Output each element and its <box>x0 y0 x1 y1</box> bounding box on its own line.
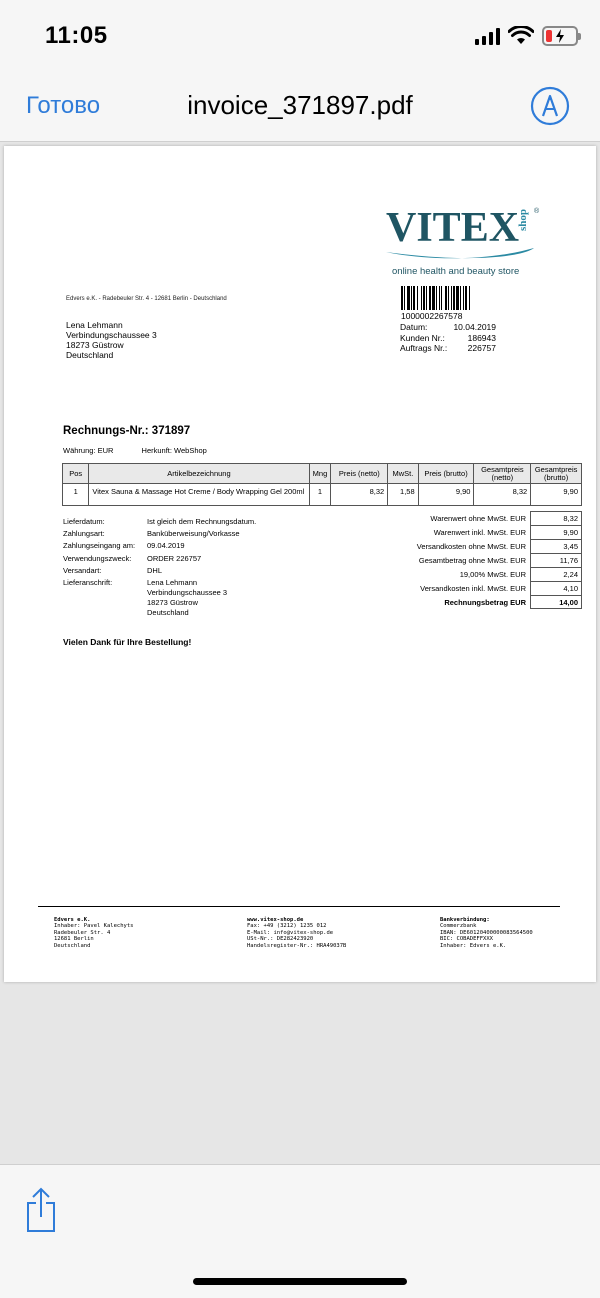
logo-brand: VITEX <box>386 205 520 251</box>
total-value: 9,90 <box>530 525 582 539</box>
meta-row <box>400 333 496 344</box>
table-header-row <box>63 464 582 484</box>
document-title: invoice_371897.pdf <box>187 90 413 120</box>
signal-icon <box>475 27 500 45</box>
table-header: Preis (brutto) <box>418 464 474 484</box>
meta-label: Kunden Nr.: <box>400 332 445 343</box>
total-label: Versandkosten ohne MwSt. EUR <box>416 541 526 551</box>
total-label: Versandkosten inkl. MwSt. EUR <box>420 583 526 593</box>
logo-tagline: online health and beauty store <box>392 266 520 277</box>
detail-label: Lieferanschrift: <box>63 578 113 588</box>
footer-line: www.vitex-shop.de <box>247 917 304 923</box>
recipient-line: Verbindungschaussee 3 <box>66 330 157 340</box>
invoice-subline <box>63 446 233 455</box>
done-button[interactable]: Готово <box>26 92 101 119</box>
home-indicator[interactable] <box>193 1278 407 1285</box>
total-row <box>404 567 582 581</box>
total-row <box>404 553 582 567</box>
footer-company <box>54 917 133 949</box>
total-row <box>404 581 582 595</box>
total-row-grand <box>404 595 582 609</box>
detail-label: Versandart: <box>63 565 102 575</box>
table-cell: 1,58 <box>388 484 418 506</box>
meta-row <box>400 322 496 333</box>
meta-value: 226757 <box>467 343 496 353</box>
table-header: Gesamtpreis (brutto) <box>531 464 582 484</box>
detail-row <box>63 553 256 565</box>
footer-line: Inhaber: Pavel Kalechyts <box>54 923 134 930</box>
total-row <box>404 511 582 525</box>
barcode-bar <box>470 286 471 310</box>
footer-line: USt-Nr.: DE282423920 <box>247 936 314 943</box>
footer-line: Radebeuler Str. 4 <box>54 929 111 936</box>
recipient-line: 18273 Güstrow <box>66 340 124 350</box>
detail-row <box>63 528 256 540</box>
table-row <box>63 484 582 506</box>
logo-shop: shop <box>517 208 530 232</box>
table-header: Pos <box>63 464 89 484</box>
battery-charging-icon <box>542 26 578 46</box>
footer-line: Commerzbank <box>440 923 477 930</box>
totals-table <box>404 511 582 609</box>
detail-label: Zahlungseingang am: <box>63 541 136 551</box>
footer-line: Edvers e.K. <box>54 917 91 923</box>
table-header: Preis (netto) <box>331 464 388 484</box>
wifi-icon <box>508 26 534 46</box>
total-label: Warenwert ohne MwSt. EUR <box>430 513 526 523</box>
detail-value: Lena Lehmann Verbindungschaussee 3 18273 Güstrow Deutschland <box>147 578 228 618</box>
total-value: 4,10 <box>530 581 582 595</box>
recipient-address <box>66 320 157 360</box>
footer-line: E-Mail: info@vitex-shop.de <box>247 929 334 936</box>
total-value: 8,32 <box>530 511 582 525</box>
footer-line: Bankverbindung: <box>440 917 490 923</box>
detail-label: Lieferdatum: <box>63 517 105 526</box>
total-value: 3,45 <box>530 539 582 553</box>
items-table <box>62 463 582 506</box>
table-cell: 1 <box>309 484 331 506</box>
table-cell: 9,90 <box>418 484 474 506</box>
meta-value: 10.04.2019 <box>453 322 496 332</box>
grand-total-label: Rechnungsbetrag EUR <box>444 597 526 607</box>
status-icons <box>475 24 578 48</box>
navigation-bar <box>0 70 600 142</box>
table-cell: Vitex Sauna & Massage Hot Creme / Body Wrapping Gel 200ml <box>89 484 309 506</box>
footer-divider <box>38 906 560 907</box>
barcode-number: 1000002267578 <box>401 311 463 321</box>
table-header: Artikelbezeichnung <box>89 464 309 484</box>
table-header: Gesamtpreis (netto) <box>474 464 531 484</box>
markup-pen-icon[interactable] <box>530 86 570 126</box>
footer-line: Inhaber: Edvers e.K. <box>440 942 507 949</box>
origin-text: Herkunft: WebShop <box>141 446 207 455</box>
status-bar <box>0 0 600 70</box>
detail-value: Banküberweisung/Vorkasse <box>147 529 240 539</box>
detail-row <box>63 540 256 552</box>
meta-value: 186943 <box>467 332 496 343</box>
table-header: Mng <box>309 464 331 484</box>
meta-label: Datum: <box>400 322 428 332</box>
detail-row <box>63 577 256 618</box>
sender-address-line: Edvers e.K. - Radebeuler Str. 4 - 12681 Berlin - Deutschland <box>66 296 227 302</box>
footer-line: IBAN: DE60120400000083564500 <box>440 929 533 936</box>
table-cell: 9,90 <box>531 484 582 506</box>
table-cell: 8,32 <box>474 484 531 506</box>
meta-row <box>400 343 496 354</box>
share-icon[interactable] <box>24 1187 58 1233</box>
footer-contact <box>247 917 346 949</box>
total-label: Gesamtbetrag ohne MwSt. EUR <box>418 555 526 565</box>
invoice-meta <box>400 322 496 354</box>
total-label: 19,00% MwSt. EUR <box>459 569 526 579</box>
recipient-line: Deutschland <box>66 350 114 360</box>
meta-label: Auftrags Nr.: <box>400 343 448 353</box>
footer-line: Fax: +49 (3212) 1235 012 <box>247 923 327 930</box>
total-row <box>404 525 582 539</box>
detail-row <box>63 516 256 528</box>
logo-swoosh <box>384 244 544 264</box>
detail-label: Zahlungsart: <box>63 529 105 539</box>
detail-value: ORDER 226757 <box>147 553 202 563</box>
currency-text: Währung: EUR <box>63 446 114 455</box>
vitex-logo <box>384 204 544 284</box>
table-cell: 1 <box>63 484 89 506</box>
total-row <box>404 539 582 553</box>
detail-label: Verwendungszweck: <box>63 553 132 563</box>
total-value: 11,76 <box>530 553 582 567</box>
logo-registered: ® <box>534 208 540 215</box>
footer-line: BIC: COBADEFFXXX <box>440 936 493 943</box>
footer-bank <box>440 917 533 949</box>
grand-total-value: 14,00 <box>530 595 582 609</box>
total-value: 2,24 <box>530 567 582 581</box>
footer-line: Handelsregister-Nr.: HRA49037B <box>247 942 347 949</box>
detail-value: Ist gleich dem Rechnungsdatum. <box>147 517 257 526</box>
recipient-line: Lena Lehmann <box>66 320 123 330</box>
total-label: Warenwert inkl. MwSt. EUR <box>433 527 526 537</box>
detail-value: 09.04.2019 <box>147 541 185 551</box>
table-cell: 8,32 <box>331 484 388 506</box>
footer-line: 12681 Berlin <box>54 936 94 943</box>
detail-row <box>63 565 256 577</box>
detail-value: DHL <box>147 565 163 575</box>
thanks-message: Vielen Dank für Ihre Bestellung! <box>63 637 192 647</box>
footer-line: Deutschland <box>54 942 91 949</box>
pdf-page[interactable] <box>4 146 596 982</box>
status-time: 11:05 <box>45 22 108 49</box>
delivery-details <box>63 516 256 618</box>
invoice-title: Rechnungs-Nr.: 371897 <box>63 425 191 437</box>
table-header: MwSt. <box>388 464 418 484</box>
